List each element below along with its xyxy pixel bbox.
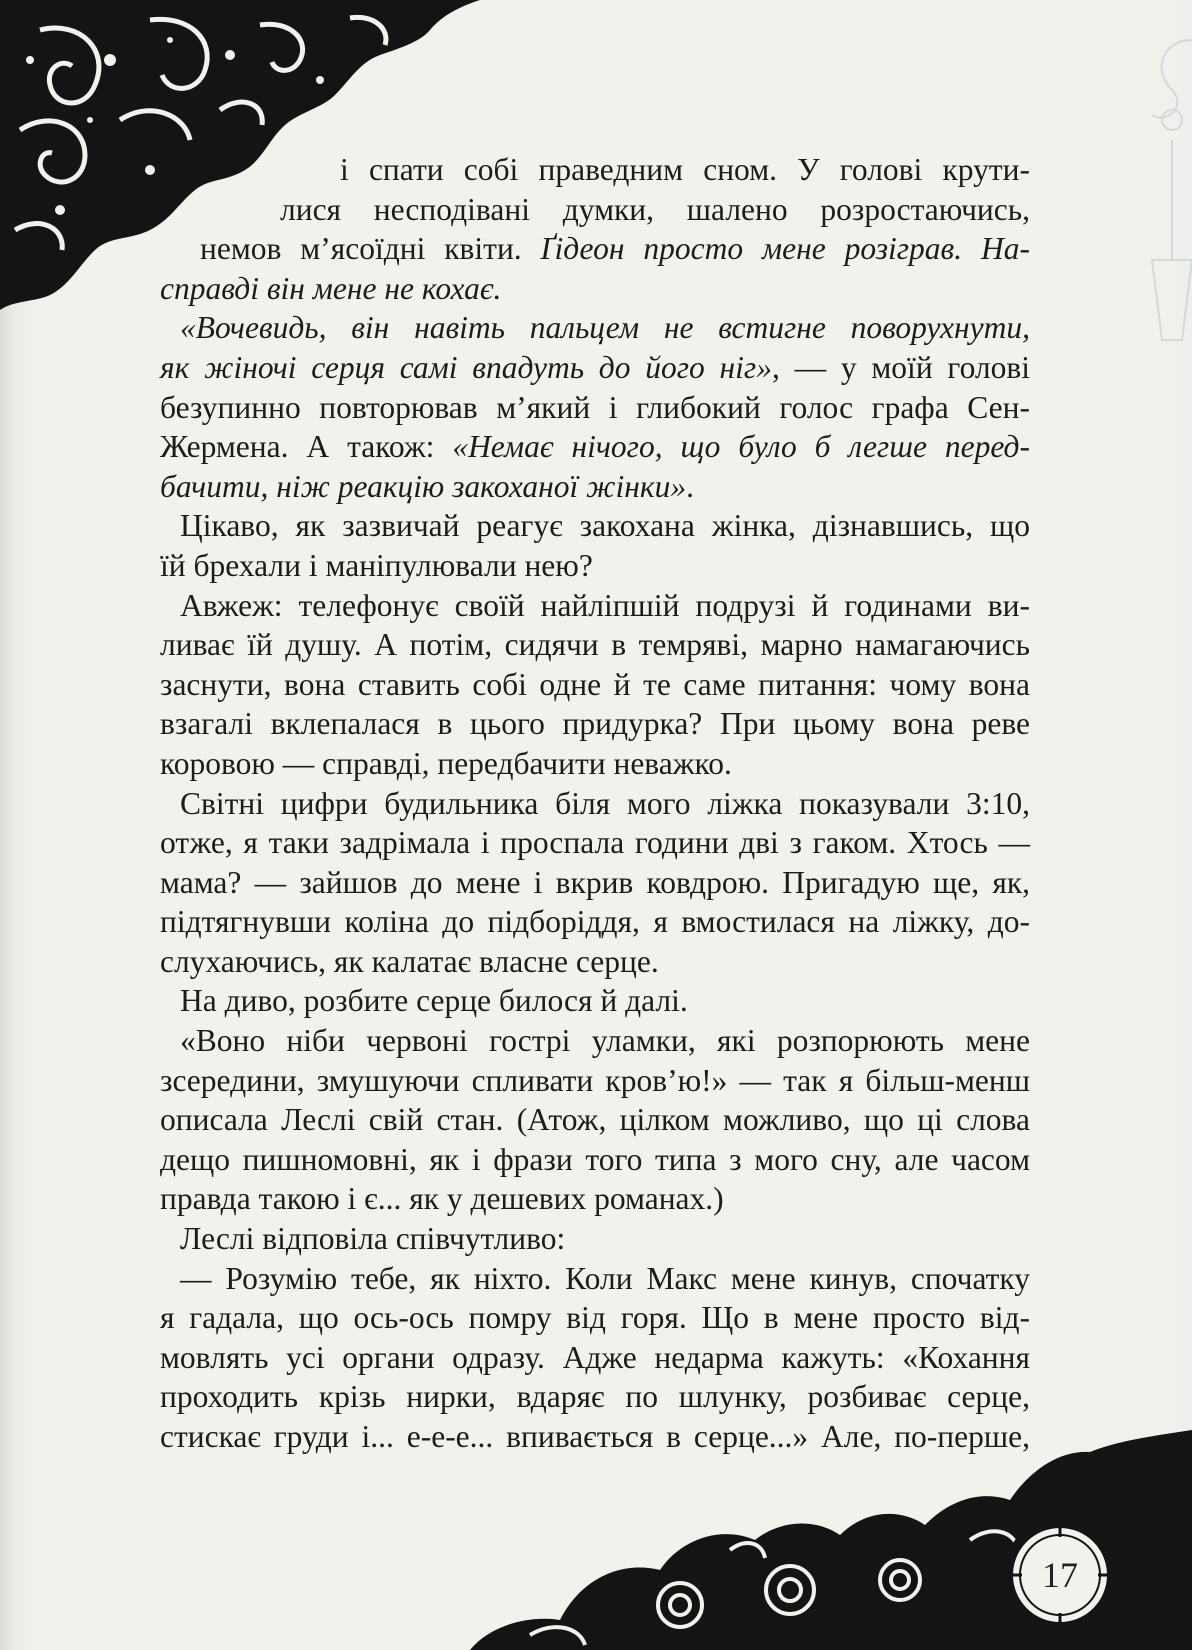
- text-line: [160, 467, 1030, 507]
- text-line: [160, 190, 1030, 230]
- italic-text: справді він мене не кохає.: [160, 270, 502, 306]
- text-run: слухаючись, як калатає власне серце.: [160, 943, 659, 979]
- text-run: я гадала, що ось-ось помру від горя. Що в мене просто від-: [160, 1300, 1030, 1336]
- page-number: 17: [1042, 1555, 1078, 1595]
- text-line: [160, 981, 1030, 1021]
- text-run: коровою — справді, передбачити неважко.: [160, 745, 732, 781]
- text-line: [160, 427, 1030, 467]
- text-run: зсередини, змушуючи спливати кров’ю!» — так я більш-менш: [160, 1062, 1030, 1098]
- text-line: [160, 269, 1030, 309]
- italic-text: Ґідеон просто мене розіграв. На-: [540, 231, 1030, 267]
- text-run: їй брехали і маніпулювали нею?: [160, 547, 593, 583]
- text-run: — Розумію тебе, як ніхто. Коли Макс мене кинув, спочатку: [180, 1260, 1030, 1296]
- italic-text: як жіночі серця самі впадуть до його ніг»: [160, 349, 772, 385]
- text-run: лися несподівані думки, шалено розростаючись,: [280, 191, 1030, 227]
- text-line: [160, 1219, 1030, 1259]
- text-run: Цікаво, як зазвичай реагує закохана жінка, дізнавшись, що: [180, 508, 1030, 544]
- text-run: підтягнувши коліна до підборіддя, я вмостилася на ліжку, до-: [160, 904, 1030, 940]
- text-line: [160, 625, 1030, 665]
- text-run: мовлять усі органи одразу. Адже недарма кажуть: «Кохання: [160, 1339, 1030, 1375]
- italic-text: бачити, ніж реакцію закоханої жінки»: [160, 468, 687, 504]
- text-run: отже, я таки задрімала і проспала години дві з гаком. Хтось —: [160, 825, 1030, 861]
- text-run: мама? — зайшов до мене і вкрив ковдрою. Пригадую ще, як,: [160, 864, 1030, 900]
- text-line: [160, 823, 1030, 863]
- text-run: Авжеж: телефонує своїй найліпшій подрузі й годинами ви-: [180, 587, 1030, 623]
- text-run: Світні цифри будильника біля мого ліжка показували 3:10,: [180, 785, 1030, 821]
- italic-text: «Немає нічого, що було б легше перед-: [452, 429, 1030, 465]
- text-line: [160, 506, 1030, 546]
- faint-ornament-right: [1112, 0, 1192, 420]
- text-line: [160, 1298, 1030, 1338]
- text-run: ливає їй душу. А потім, сидячи в темряві, марно намагаючись: [160, 627, 1030, 663]
- text-line: [160, 1140, 1030, 1180]
- text-run: , — у моїй голові: [771, 349, 1030, 385]
- text-run: Жермена. А також:: [160, 429, 453, 465]
- text-line: [160, 1377, 1030, 1417]
- text-line: [160, 1100, 1030, 1140]
- text-line: [160, 1179, 1030, 1219]
- text-line: [160, 942, 1030, 982]
- text-run: взагалі вклепалася в цього придурка? При цьому вона реве: [160, 706, 1030, 742]
- text-run: стискає груди і... е-е-е... впивається в серце...» Але, по-перше,: [160, 1419, 1030, 1454]
- text-line: [160, 229, 1030, 269]
- text-line: [160, 1061, 1030, 1101]
- text-run: «Воно ніби червоні гострі уламки, які розпорюють мене: [180, 1023, 1030, 1059]
- italic-text: «Вочевидь, він навіть пальцем не встигне поворухнути,: [180, 310, 1030, 346]
- text-run: проходить крізь нирки, вдаряє по шлунку, розбиває серце,: [160, 1379, 1030, 1415]
- text-run: правда такою і є... як у дешевих романах.): [160, 1181, 724, 1217]
- body-text: [160, 150, 1030, 1457]
- text-run: і спати собі праведним сном. У голові крути-: [340, 152, 1030, 187]
- text-line: [160, 348, 1030, 388]
- text-run: безупинно повторював м’який і глибокий голос графа Сен-: [160, 389, 1030, 425]
- text-line: [160, 586, 1030, 626]
- text-run: немов м’ясоїдні квіти.: [200, 231, 541, 267]
- text-line: [160, 1259, 1030, 1299]
- text-run: заснути, вона ставить собі одне й те саме питання: чому вона: [160, 666, 1030, 702]
- text-line: [160, 863, 1030, 903]
- text-line: [160, 1338, 1030, 1378]
- text-line: [160, 1417, 1030, 1457]
- text-line: [160, 744, 1030, 784]
- text-line: [160, 784, 1030, 824]
- text-line: [160, 388, 1030, 428]
- text-line: [160, 150, 1030, 190]
- text-line: [160, 704, 1030, 744]
- text-line: [160, 308, 1030, 348]
- text-line: [160, 1021, 1030, 1061]
- corner-ornament-bottom: [470, 1430, 1192, 1650]
- text-run: .: [686, 468, 694, 504]
- text-line: [160, 546, 1030, 586]
- text-line: [160, 665, 1030, 705]
- text-run: Леслі відповіла співчутливо:: [180, 1221, 566, 1257]
- text-run: описала Леслі свій стан. (Атож, цілком можливо, що ці слова: [160, 1102, 1030, 1138]
- text-run: дещо пишномовні, як і фрази того типа з мого сну, але часом: [160, 1141, 1030, 1177]
- text-run: На диво, розбите серце билося й далі.: [180, 983, 688, 1019]
- text-line: [160, 902, 1030, 942]
